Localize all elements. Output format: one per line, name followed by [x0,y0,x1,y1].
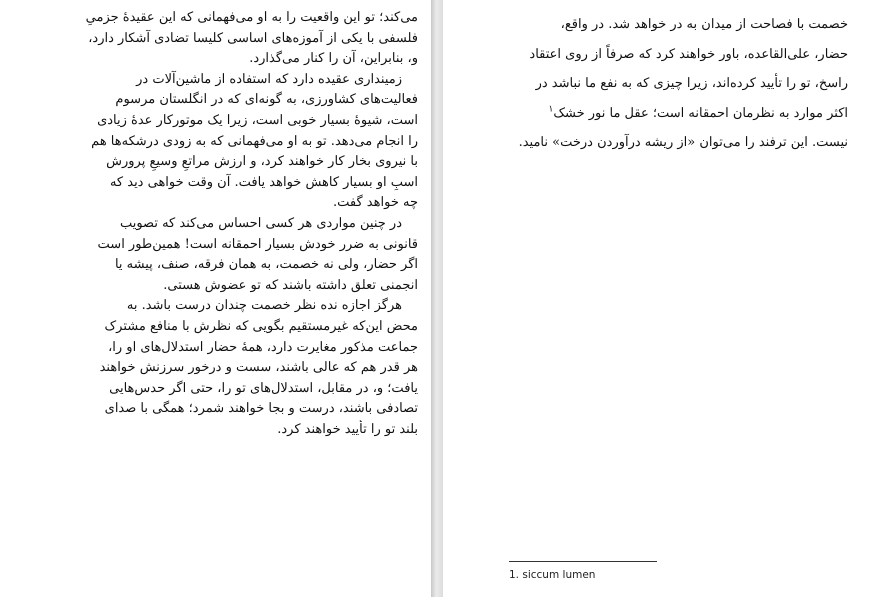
left-page [0,0,431,597]
text-line-content: اکثر موارد به نظرمان احمقانه است؛ عقل ما نور خشک [553,105,848,121]
text-line: تصادفی باشند، درست و بجا خواهند شمرد؛ همگی با صدای [104,401,418,417]
right-page-text [503,10,848,158]
paragraph [18,214,418,296]
text-line: زمینداری عقیده دارد که استفاده از ماشین‌آلات در [136,71,402,87]
text-line: قانونی به ضرر خودش بسیار احمقانه است! همین‌طور است [97,236,418,252]
text-line: چه خواهد گفت. [333,195,418,211]
text-line: فلسفی با یکی از آموزه‌های اساسی کلیسا تضادی آشکار دارد، [88,30,418,46]
text-line: و، بنابراین، آن را کنار می‌گذارد. [249,51,418,67]
text-line: انجمنی تعلق داشته باشند که تو عضوش هستی. [163,277,418,293]
footnote-mark: ۱ [548,104,554,115]
paragraph [18,8,418,70]
text-line: است، شیوهٔ بسیار خوبی است، زیرا یک موتورکار عدهٔ زیادی [97,112,418,128]
text-line: فعالیت‌های کشاورزی، به گونه‌ای که در انگلستان مرسوم [115,92,418,108]
text-line-with-footnote [503,99,848,129]
footnote-number: 1. [509,569,520,581]
paragraph [503,10,848,158]
text-line: حضار، علی‌القاعده، باور خواهند کرد که صرفاً از روی اعتقاد [529,46,848,62]
text-line: خصمت با فصاحت از میدان به در خواهد شد. در واقع، [560,17,848,32]
text-line: در چنین مواردی هر کسی احساس می‌کند که تصویب [119,215,402,231]
text-line: یافت؛ و، در مقابل، استدلال‌های تو را، حتی اگر حدس‌هایی [109,380,418,396]
text-line: نیست. این ترفند را می‌توان «از ریشه درآوردن درخت» نامید. [518,135,848,150]
paragraph [18,70,418,214]
left-page-text [18,8,418,440]
text-line: می‌کند؛ تو این واقعیت را به او می‌فهمانی که این عقیدهٔ جزمیِ [85,10,418,25]
text-line: راسخ، تو را تأیید کرده‌اند، زیرا چیزی که به نفع ما نباشد در [535,76,848,91]
paragraph [18,296,418,440]
text-line: هر قدر هم که عالی باشند، سست و درخور سرزنش خواهند [99,360,418,376]
text-line: با نیروی بخار کار خواهند کرد، و ارزش مراتعِ وسیعِ پرورش [106,154,418,170]
text-line: بلند تو را تأیید خواهند کرد. [277,421,418,437]
footnote-text: siccum lumen [522,569,596,581]
footnote-divider [509,561,657,562]
text-line: اگر حضار، ولی نه خصمت، به همان فرقه، صنف، پیشه یا [114,257,418,273]
text-line: محض این‌که غیرمستقیم بگویی که نظرش با منافع مشترک [104,318,418,334]
text-line: هرگز اجازه نده نظر خصمت چندان درست باشد. به [126,298,402,314]
book-gutter [431,0,443,597]
text-line: جماعت مذکور مغایرت دارد، همهٔ حضار استدلال‌های او را، [108,339,418,355]
text-line: را انجام می‌دهد. تو به او می‌فهمانی که به زودی درشکه‌ها هم [91,133,418,149]
footnote [509,569,595,581]
text-line: اسبِ او بسیار کاهش خواهد یافت. آن وقت خواهی دید که [109,174,418,190]
right-page [443,0,876,597]
